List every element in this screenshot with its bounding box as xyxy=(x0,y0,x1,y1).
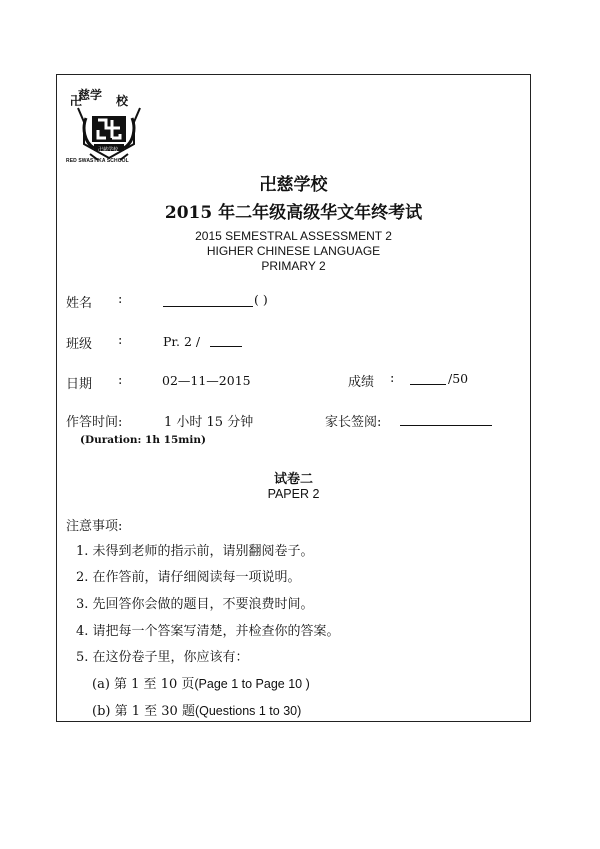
logo-char-left: 卍 xyxy=(70,94,83,108)
class-label: 班级 xyxy=(66,337,93,352)
note-item: 4. 请把每一个答案写清楚，并检查你的答案。 xyxy=(76,624,340,639)
note-sub-a-en: (Page 1 to Page 10 ) xyxy=(194,677,310,691)
name-index-number: ( ) xyxy=(254,292,268,307)
parent-signature-label: 家长签阅: xyxy=(325,415,382,430)
note-item: 1. 未得到老师的指示前，请别翻阅卷子。 xyxy=(76,544,314,559)
class-field[interactable] xyxy=(210,334,242,347)
parent-signature-field[interactable] xyxy=(400,413,492,426)
school-english-name: RED SWASTIKA SCHOOL xyxy=(66,158,129,164)
logo-char-top: 慈学 xyxy=(78,88,103,102)
note-sub-a-cn: (a) 第 1 至 10 页 xyxy=(92,677,195,692)
logo-char-right: 校 xyxy=(116,94,129,108)
note-sub-b-cn: (b) 第 1 至 30 题 xyxy=(92,704,195,719)
note-item: 2. 在作答前，请仔细阅读每一项说明。 xyxy=(76,570,301,585)
school-logo xyxy=(64,82,154,166)
exam-title-en-3: PRIMARY 2 xyxy=(261,259,326,273)
date-label: 日期 xyxy=(66,377,93,392)
paper-title-cn: 试卷二 xyxy=(273,472,313,487)
name-label: 姓名 xyxy=(66,296,93,311)
note-sub-item-a xyxy=(92,673,310,692)
score-field[interactable] xyxy=(410,372,446,385)
time-label: 作答时间: xyxy=(66,415,123,430)
exam-title: 2015 年二年级高级华文年终考试 xyxy=(164,203,423,223)
note-item: 3. 先回答你会做的题目，不要浪费时间。 xyxy=(76,597,314,612)
note-sub-b-en: (Questions 1 to 30) xyxy=(194,704,302,718)
score-colon: : xyxy=(390,371,395,386)
duration-text: (Duration: 1h 15min) xyxy=(80,434,206,446)
note-sub-item-b xyxy=(92,700,301,719)
score-label: 成绩 xyxy=(348,375,375,390)
score-total: /50 xyxy=(448,371,469,386)
exam-title-en-2: HIGHER CHINESE LANGUAGE xyxy=(206,244,381,258)
class-colon: : xyxy=(118,333,123,348)
date-colon: : xyxy=(118,373,123,388)
date-value: 02—11—2015 xyxy=(162,373,251,388)
name-field[interactable] xyxy=(163,294,253,307)
name-colon: : xyxy=(118,292,123,307)
notes-title: 注意事项: xyxy=(66,519,123,534)
paper-title-en: PAPER 2 xyxy=(267,487,320,501)
time-value: 1 小时 15 分钟 xyxy=(164,415,254,430)
class-value: Pr. 2 / xyxy=(163,334,201,349)
exam-title-en-1: 2015 SEMESTRAL ASSESSMENT 2 xyxy=(195,229,392,243)
school-name: 卍慈学校 xyxy=(259,175,328,195)
note-item: 5. 在这份卷子里，你应该有： xyxy=(76,650,249,665)
logo-seal-text: 卍慈学校 xyxy=(98,147,119,153)
